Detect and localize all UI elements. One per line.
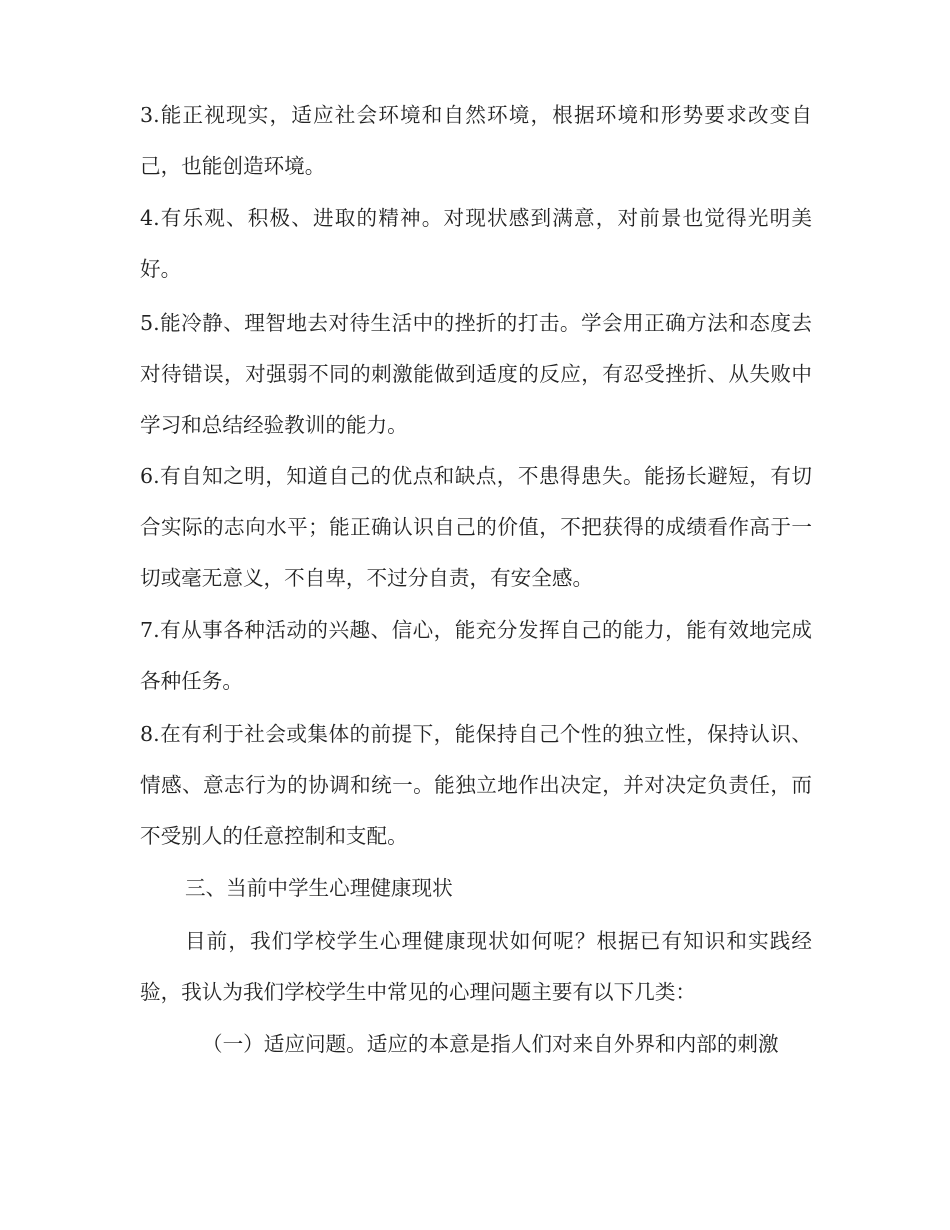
subsection-paragraph: （一）适应问题。适应的本意是指人们对来自外界和内部的刺激 <box>202 1032 779 1056</box>
list-item-6: 6.有自知之明，知道自己的优点和缺点，不患得患失。能扬长避短，有切合实际的志向水平；能正确认识自己的价值，不把获得的成绩看作高于一切或毫无意义，不自卑，不过分自责，有安全感。 <box>140 464 812 590</box>
intro-paragraph: 目前，我们学校学生心理健康现状如何呢？根据已有知识和实践经验，我认为我们学校学生中常见的心理问题主要有以下几类： <box>140 929 812 1004</box>
list-item-7: 7.有从事各种活动的兴趣、信心，能充分发挥自己的能力，能有效地完成各种任务。 <box>140 618 812 693</box>
list-item-8: 8.在有利于社会或集体的前提下，能保持自己个性的独立性，保持认识、情感、意志行为的协调和统一。能独立地作出决定，并对决定负责任，而不受别人的任意控制和支配。 <box>140 722 812 848</box>
section-heading: 三、当前中学生心理健康现状 <box>185 876 453 900</box>
list-item-5: 5.能冷静、理智地去对待生活中的挫折的打击。学会用正确方法和态度去对待错误，对强弱不同的刺激能做到适度的反应，有忍受挫折、从失败中学习和总结经验教训的能力。 <box>140 311 812 437</box>
list-item-4: 4.有乐观、积极、进取的精神。对现状感到满意，对前景也觉得光明美好。 <box>140 206 812 281</box>
list-item-3: 3.能正视现实，适应社会环境和自然环境，根据环境和形势要求改变自己，也能创造环境。 <box>140 103 812 178</box>
